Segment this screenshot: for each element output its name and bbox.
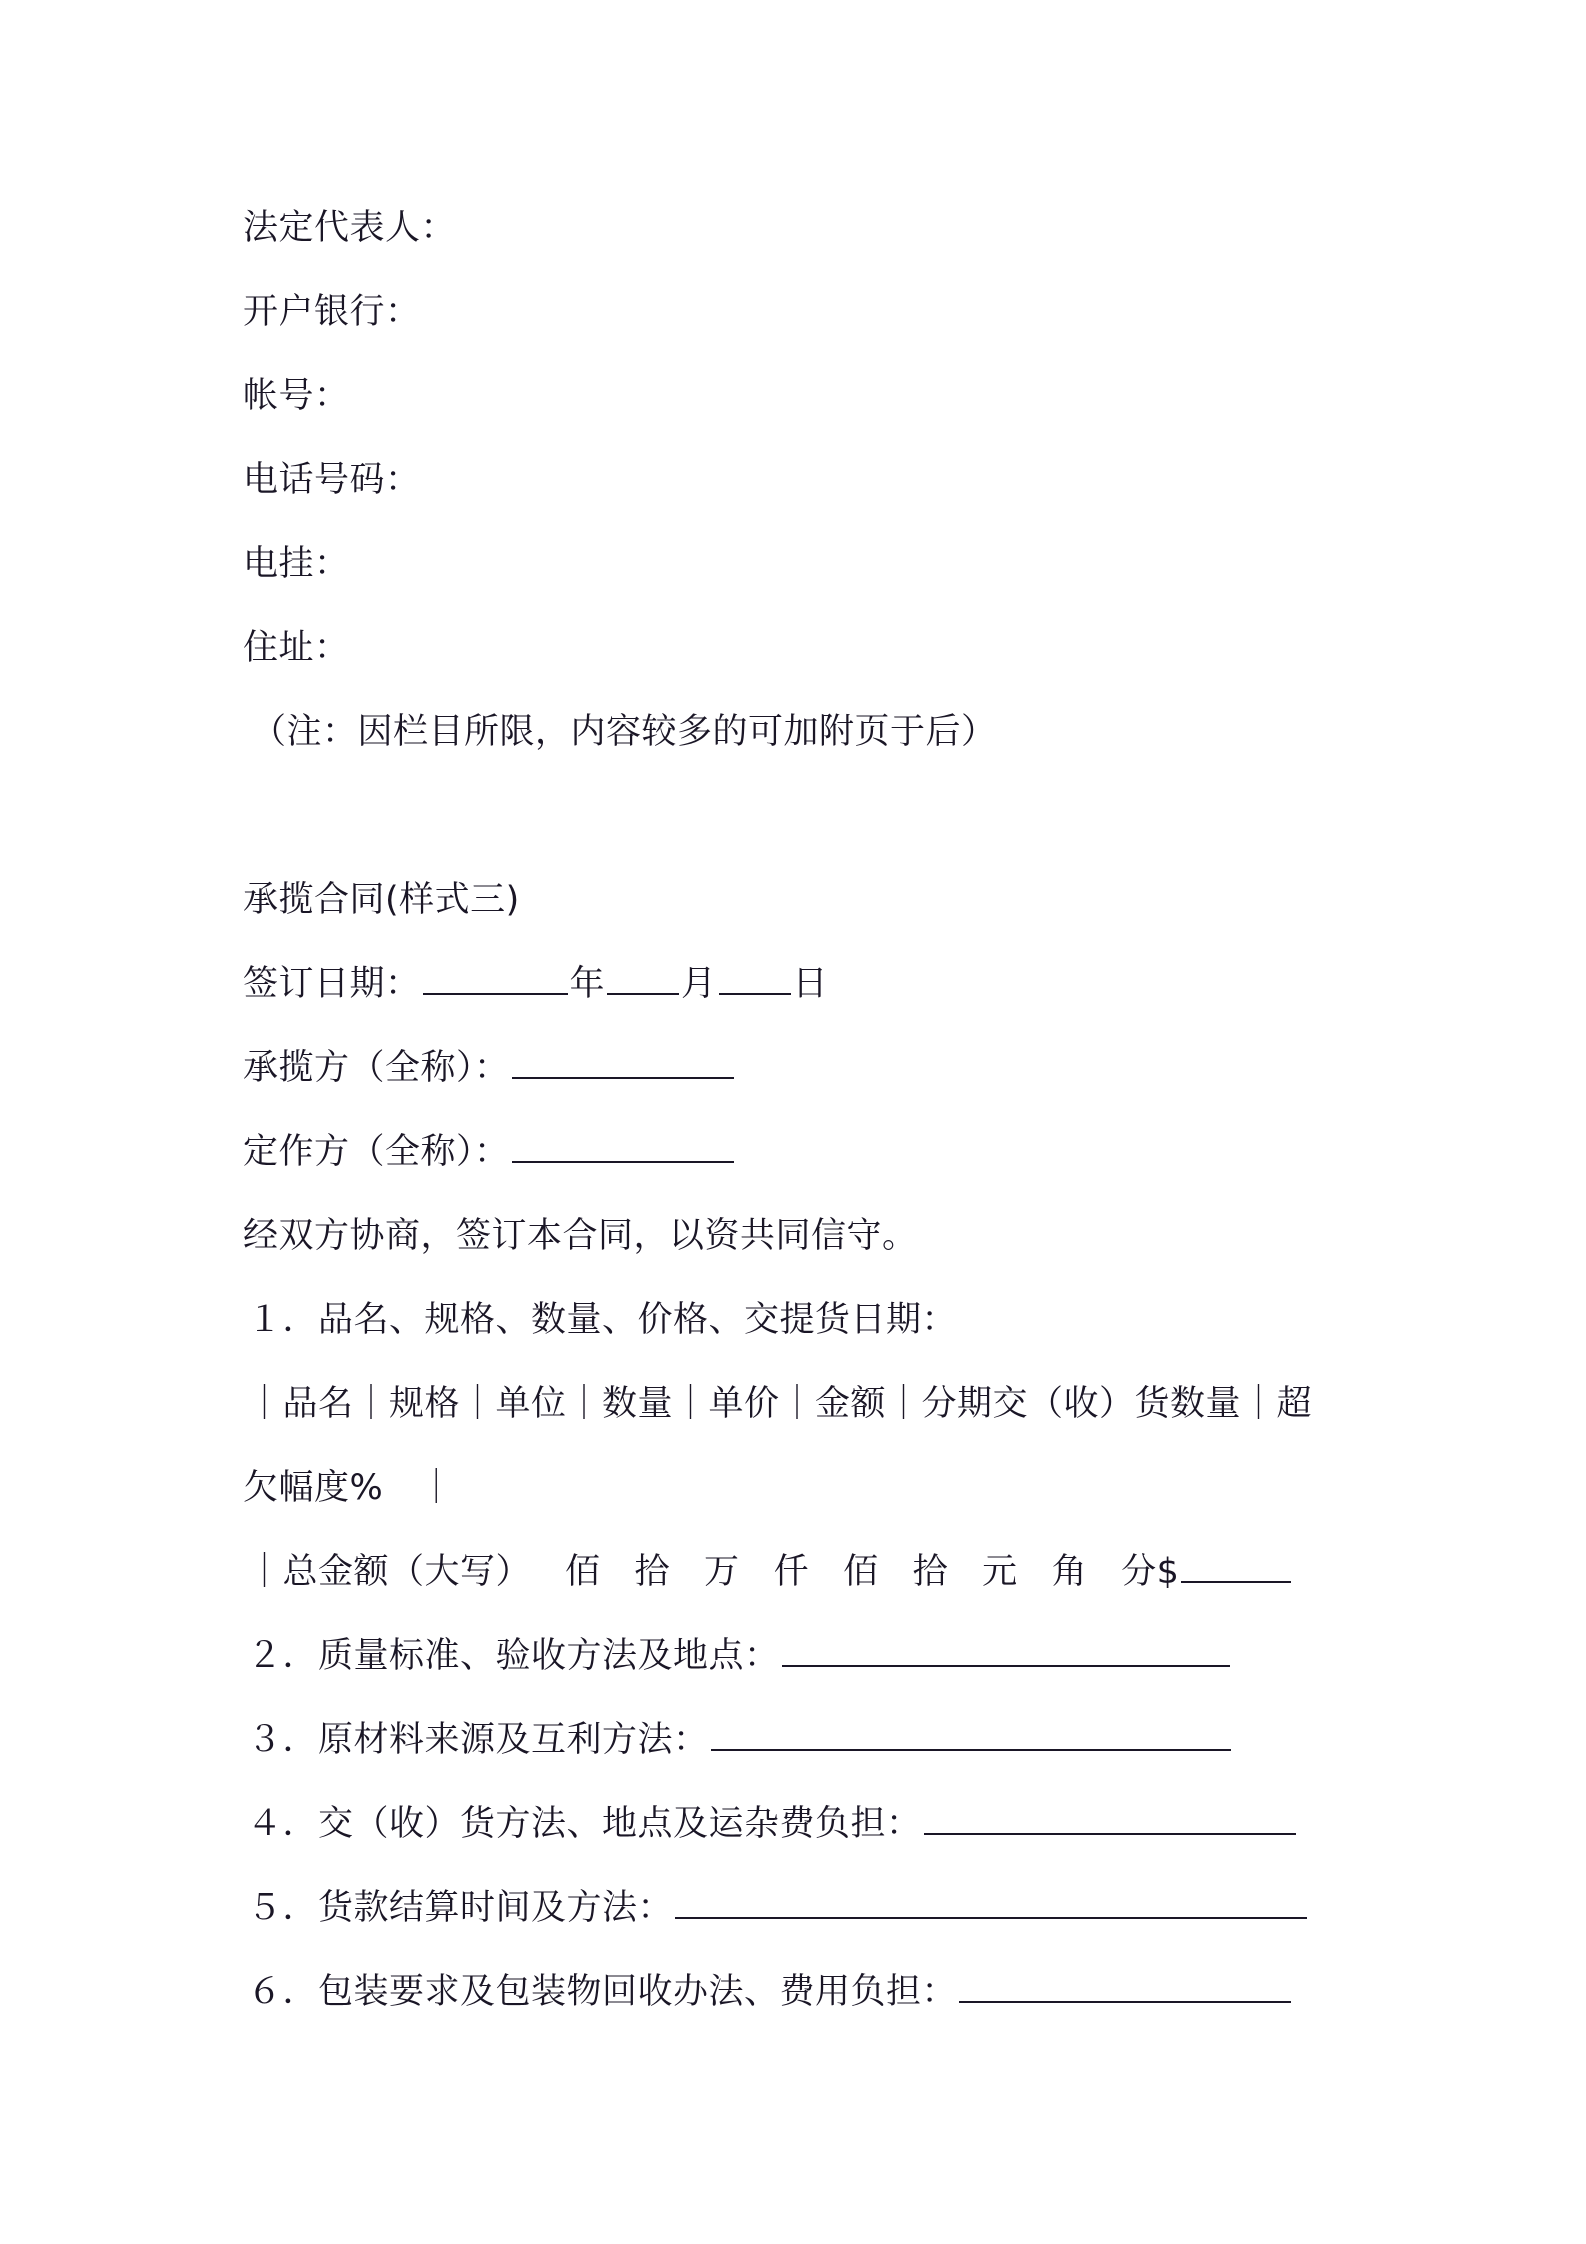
- orderer-blank: [512, 1131, 734, 1163]
- table-header-row: ｜品名｜规格｜单位｜数量｜单价｜金额｜分期交（收）货数量｜超: [247, 1384, 1313, 1424]
- orderer-line: [243, 1130, 736, 1174]
- total-amount-blank: [1181, 1551, 1291, 1583]
- item-3-blank: [711, 1719, 1231, 1751]
- item-6-blank: [959, 1971, 1291, 2003]
- address-label: 住址：: [243, 628, 350, 668]
- item-6-line: [247, 1970, 1293, 2014]
- unit-shi-2: 拾: [912, 1552, 949, 1592]
- unit-fen-dollar: 分$: [1121, 1552, 1180, 1592]
- attachment-note: （注：因栏目所限，内容较多的可加附页于后）: [251, 712, 997, 752]
- month-blank: [607, 963, 679, 995]
- item-4-blank: [924, 1803, 1296, 1835]
- item-2: ２．质量标准、验收方法及地点：: [247, 1636, 780, 1676]
- unit-bai-2: 佰: [843, 1552, 879, 1592]
- item-4-line: [247, 1802, 1298, 1846]
- unit-qian: 仟: [773, 1552, 810, 1592]
- unit-jiao: 角: [1051, 1552, 1088, 1592]
- item-4: ４．交（收）货方法、地点及运杂费负担：: [247, 1804, 922, 1844]
- total-label: ｜总金额（大写）: [247, 1552, 532, 1592]
- orderer-label: 定作方（全称）：: [243, 1132, 510, 1172]
- sign-date-line: [243, 962, 828, 1006]
- year-blank: [423, 963, 568, 995]
- item-3-line: [247, 1718, 1233, 1762]
- table-header-row-cont: 欠幅度% ｜: [243, 1468, 455, 1508]
- month-label: 月: [681, 964, 717, 1004]
- unit-wan: 万: [704, 1552, 740, 1592]
- day-label: 日: [792, 964, 829, 1004]
- item-2-blank: [782, 1635, 1230, 1667]
- total-amount-line: [247, 1550, 1293, 1594]
- day-blank: [719, 963, 791, 995]
- item-2-line: [247, 1634, 1232, 1678]
- contractor-blank: [512, 1047, 734, 1079]
- year-label: 年: [569, 964, 606, 1004]
- item-5-blank: [675, 1887, 1307, 1919]
- phone-label: 电话号码：: [243, 460, 421, 500]
- item-3: ３．原材料来源及互利方法：: [247, 1720, 709, 1760]
- contract-title: 承揽合同(样式三): [243, 880, 520, 920]
- unit-shi-1: 拾: [634, 1552, 671, 1592]
- account-label: 帐号：: [243, 376, 350, 416]
- contract-intro: 经双方协商，签订本合同，以资共同信守。: [243, 1216, 918, 1256]
- legal-rep-label: 法定代表人：: [243, 208, 457, 248]
- sign-date-label: 签订日期：: [243, 964, 421, 1004]
- unit-yuan: 元: [982, 1552, 1018, 1592]
- item-5: ５．货款结算时间及方法：: [247, 1888, 674, 1928]
- contractor-label: 承揽方（全称）：: [243, 1048, 510, 1088]
- item-1: １．品名、规格、数量、价格、交提货日期：: [247, 1300, 958, 1340]
- bank-label: 开户银行：: [243, 292, 421, 332]
- item-5-line: [247, 1886, 1309, 1930]
- unit-bai-1: 佰: [565, 1552, 601, 1592]
- item-6: ６．包装要求及包装物回收办法、费用负担：: [247, 1972, 958, 2012]
- contractor-line: [243, 1046, 736, 1090]
- telegraph-label: 电挂：: [243, 544, 350, 584]
